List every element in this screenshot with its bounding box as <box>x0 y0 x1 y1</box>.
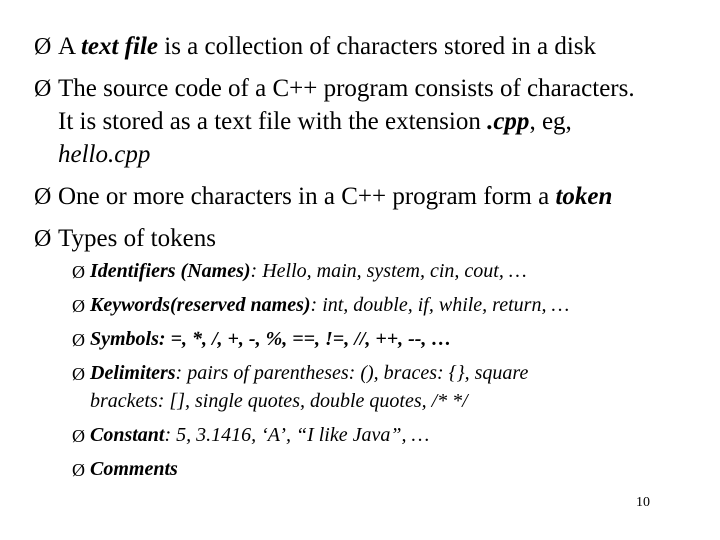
token-desc: : int, double, if, while, return, … <box>310 294 570 316</box>
token-desc: : pairs of parentheses: (), braces: {}, square <box>175 362 529 384</box>
bullet-text: is a collection of characters stored in a disk <box>158 33 597 60</box>
bullet-types-of-tokens <box>34 222 714 255</box>
token-desc: : 5, 3.1416, ‘A’, “I like Java”, … <box>164 424 430 446</box>
bullet-text: It is stored as a text file with the extension <box>58 108 488 135</box>
arrow-bullet-icon: Ø <box>34 184 52 210</box>
main-bullet-list <box>34 30 714 264</box>
token-desc: =, *, /, +, -, %, ==, !=, //, ++, --, … <box>165 328 452 350</box>
token-desc: brackets: [], single quotes, double quotes, /* */ <box>90 390 468 412</box>
arrow-bullet-icon: Ø <box>72 296 85 316</box>
token-desc: : Hello, main, system, cin, cout, … <box>250 260 527 282</box>
arrow-bullet-icon: Ø <box>34 76 52 102</box>
token-label: Symbols: <box>90 328 166 350</box>
arrow-bullet-icon: Ø <box>34 226 52 252</box>
arrow-bullet-icon: Ø <box>72 262 85 282</box>
bullet-source-code <box>34 72 714 171</box>
term-token: token <box>555 183 613 210</box>
arrow-bullet-icon: Ø <box>72 426 85 446</box>
token-label: Keywords <box>90 294 170 316</box>
token-label: Constant <box>90 424 165 446</box>
token-symbols <box>72 325 712 353</box>
arrow-bullet-icon: Ø <box>72 330 85 350</box>
example-filename: hello.cpp <box>58 141 151 168</box>
extension-text: .cpp <box>487 108 530 135</box>
token-keywords <box>72 291 712 319</box>
token-comments <box>72 455 712 483</box>
bullet-text: , eg, <box>529 108 572 135</box>
page-number: 10 <box>636 495 650 510</box>
arrow-bullet-icon: Ø <box>72 364 85 384</box>
bullet-token <box>34 180 714 213</box>
token-sublabel: (reserved names) <box>170 294 311 316</box>
token-types-list <box>72 257 712 489</box>
token-label: Delimiters <box>90 362 176 384</box>
arrow-bullet-icon: Ø <box>72 460 85 480</box>
bullet-text: One or more characters in a C++ program form a <box>58 183 556 210</box>
bullet-text-file <box>34 30 714 63</box>
token-delimiters <box>72 359 712 415</box>
bullet-text: A <box>58 33 81 60</box>
token-identifiers <box>72 257 712 285</box>
bullet-text: Types of tokens <box>58 225 216 252</box>
token-label: Identifiers (Names) <box>90 260 251 282</box>
token-constant <box>72 421 712 449</box>
arrow-bullet-icon: Ø <box>34 34 52 60</box>
term-text-file: text file <box>80 33 158 60</box>
token-label: Comments <box>90 458 178 480</box>
bullet-text: The source code of a C++ program consists of characters. <box>58 75 635 102</box>
